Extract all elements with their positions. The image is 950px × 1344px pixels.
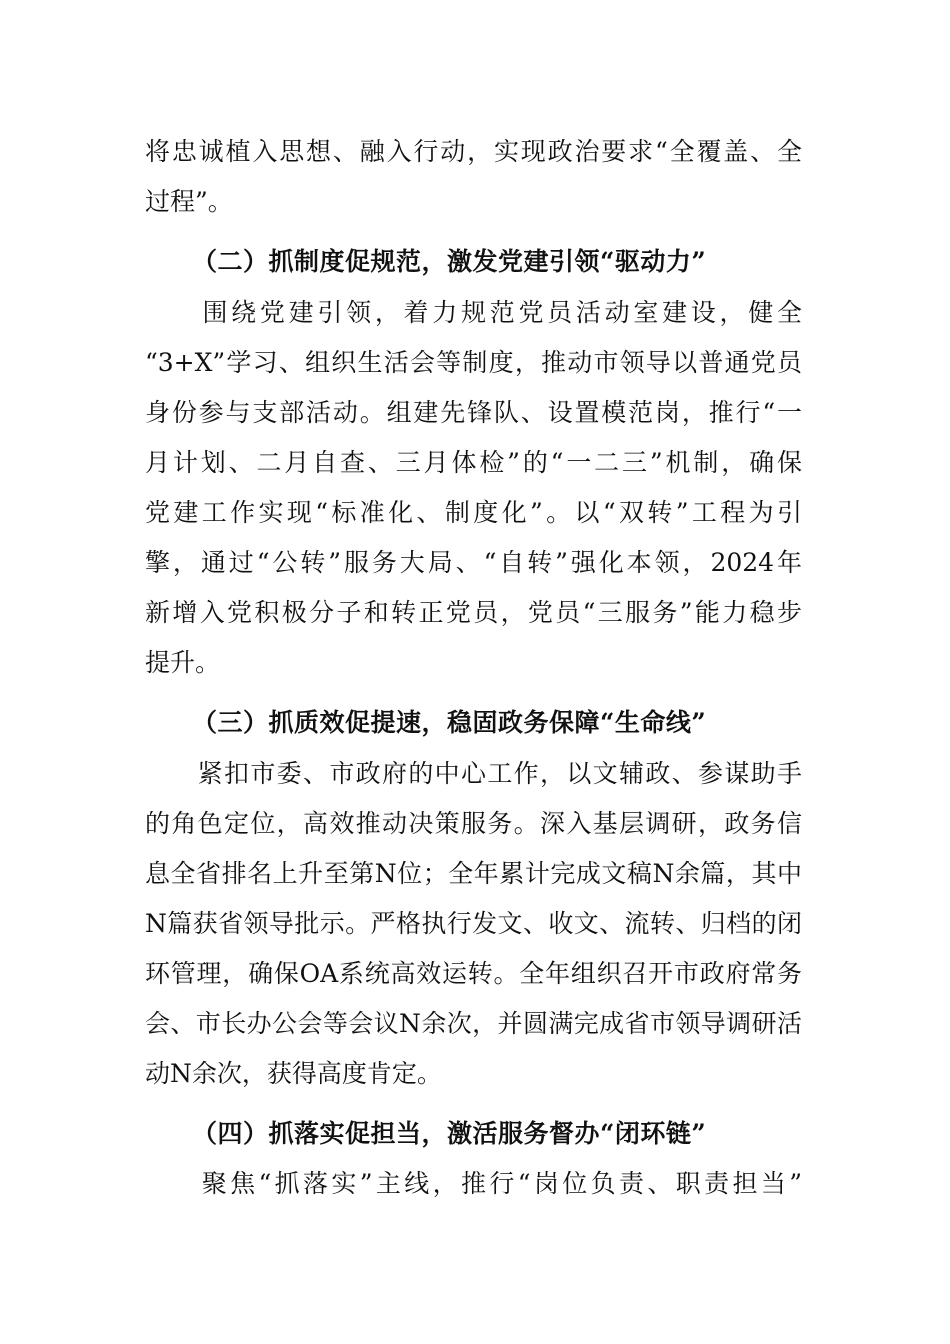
section-2-line-5: 党建工作实现“标准化、制度化”。以“双转”工程为引 (145, 498, 802, 527)
section-3-heading: （三）抓质效促提速，稳固政务保障“生命线” (192, 708, 707, 737)
section-2-line-6: 擎，通过“公转”服务大局、“自转”强化本领，2024年 (145, 548, 802, 577)
section-2-line-2: “3+X”学习、组织生活会等制度，推动市领导以普通党员 (145, 348, 802, 377)
section-4-line-1: 聚焦“抓落实”主线，推行“岗位负责、职责担当” (145, 1169, 802, 1198)
section-3-line-4: N篇获省领导批示。严格执行发文、收文、流转、归档的闭 (145, 909, 802, 938)
section-3-line-3: 息全省排名上升至第N位；全年累计完成文稿N余篇，其中 (145, 859, 802, 888)
section-4-heading: （四）抓落实促担当，激活服务督办“闭环链” (192, 1119, 707, 1148)
section-2-line-1: 围绕党建引领，着力规范党员活动室建设，健全 (145, 298, 802, 327)
section-2-line-3: 身份参与支部活动。组建先锋队、设置模范岗，推行“一 (145, 398, 802, 427)
intro-line-1: 将忠诚植入思想、融入行动，实现政治要求“全覆盖、全 (145, 137, 802, 166)
section-3-line-1: 紧扣市委、市政府的中心工作，以文辅政、参谋助手 (145, 759, 802, 788)
section-3-line-6: 会、市长办公会等会议N余次，并圆满完成省市领导调研活 (145, 1009, 802, 1038)
section-2-heading: （二）抓制度促规范，激发党建引领“驱动力” (192, 247, 707, 276)
section-3-line-2: 的角色定位，高效推动决策服务。深入基层调研，政务信 (145, 809, 802, 838)
section-2-line-4: 月计划、二月自查、三月体检”的“一二三”机制，确保 (145, 448, 802, 477)
section-2-line-7: 新增入党积极分子和转正党员，党员“三服务”能力稳步 (145, 598, 802, 627)
section-2-line-8: 提升。 (145, 648, 221, 677)
intro-line-2: 过程”。 (145, 187, 233, 216)
section-3-line-5: 环管理，确保OA系统高效运转。全年组织召开市政府常务 (145, 959, 802, 988)
section-3-line-7: 动N余次，获得高度肯定。 (145, 1059, 442, 1088)
